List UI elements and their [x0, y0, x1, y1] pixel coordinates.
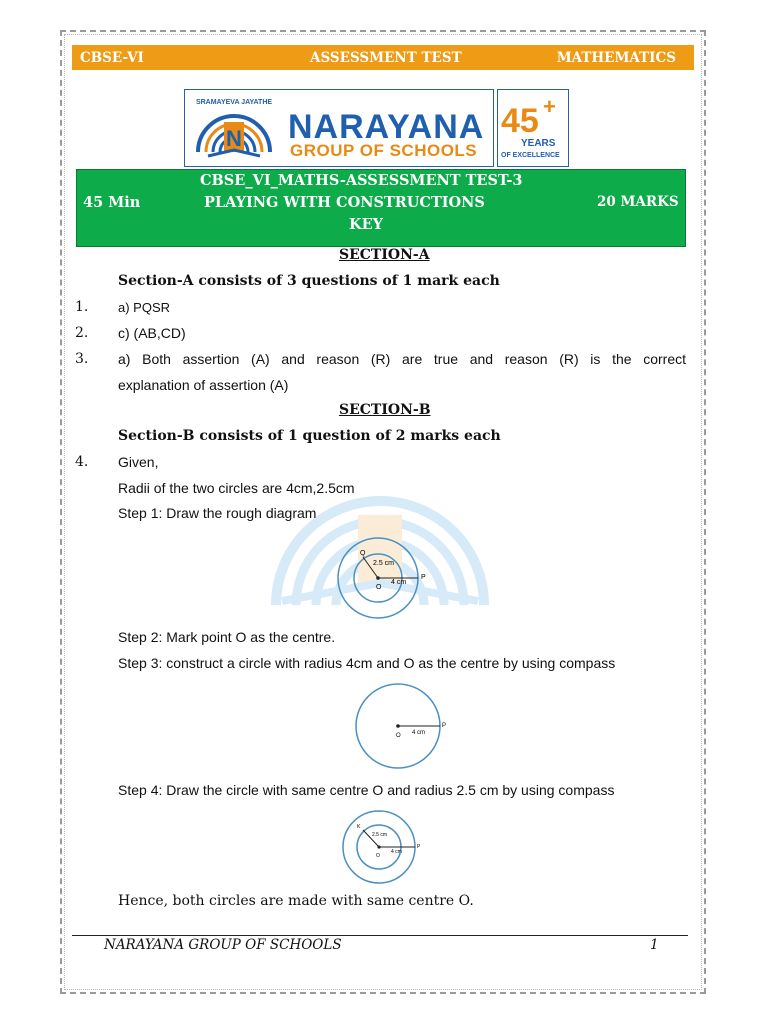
section-b-heading: SECTION-B [339, 402, 431, 418]
answer-3: a) Both assertion (A) and reason (R) are true and reason (R) is the correct [118, 351, 686, 367]
svg-text:P: P [421, 574, 426, 581]
svg-text:YEARS: YEARS [521, 138, 556, 149]
svg-text:Q: Q [360, 550, 366, 557]
q4-step-3: Step 3: construct a circle with radius 4cm and O as the centre by using compass [118, 655, 616, 671]
section-b-description: Section-B consists of 1 question of 2 marks each [118, 428, 501, 444]
q4-conclusion: Hence, both circles are made with same centre O. [118, 893, 474, 909]
anniversary-45-icon [499, 92, 567, 164]
svg-text:P: P [442, 723, 447, 729]
test-title-bar [76, 169, 686, 247]
emblem-icon [188, 92, 280, 164]
footer-organization: NARAYANA GROUP OF SCHOOLS [104, 937, 342, 953]
footer-page-number: 1 [650, 937, 659, 953]
svg-text:2.5 cm: 2.5 cm [373, 560, 395, 567]
svg-text:45: 45 [501, 102, 539, 140]
svg-text:4 cm: 4 cm [412, 730, 426, 736]
svg-text:2.5 cm: 2.5 cm [372, 832, 388, 838]
svg-text:K: K [357, 824, 361, 830]
svg-text:4 cm: 4 cm [391, 849, 402, 855]
test-chapter: PLAYING WITH CONSTRUCTIONS [204, 194, 485, 211]
concentric-circles-diagram [338, 806, 428, 886]
q4-step-1: Step 1: Draw the rough diagram [118, 505, 317, 521]
circle-4cm-diagram [350, 680, 450, 774]
section-a-heading: SECTION-A [339, 247, 430, 263]
q4-step-2: Step 2: Mark point O as the centre. [118, 629, 336, 645]
q4-step-4: Step 4: Draw the circle with same centre O and radius 2.5 cm by using compass [118, 782, 615, 798]
rough-diagram [332, 533, 432, 623]
brand-subtitle: GROUP OF SCHOOLS [290, 141, 478, 160]
svg-text:O: O [396, 733, 401, 739]
answer-2: c) (AB,CD) [118, 325, 186, 341]
question-number: 2. [75, 325, 89, 341]
header-test-type: ASSESSMENT TEST [310, 49, 462, 66]
test-title: CBSE_VI_MATHS-ASSESSMENT TEST-3 [200, 172, 523, 189]
section-a-description: Section-A consists of 3 questions of 1 mark each [118, 273, 500, 289]
question-number: 4. [75, 454, 89, 470]
answer-1: a) PQSR [118, 300, 171, 315]
header-bar [72, 45, 694, 70]
header-subject: MATHEMATICS [556, 49, 676, 66]
question-number: 3. [75, 351, 89, 367]
svg-text:N: N [226, 126, 242, 151]
q4-given: Given, [118, 454, 159, 470]
answer-3-continued: explanation of assertion (A) [118, 377, 289, 393]
brand-name: NARAYANA [288, 108, 485, 146]
svg-text:O: O [376, 584, 382, 591]
svg-text:+: + [543, 94, 556, 119]
question-number: 1. [75, 299, 89, 315]
q4-radii: Radii of the two circles are 4cm,2.5cm [118, 480, 355, 496]
svg-text:OF EXCELLENCE: OF EXCELLENCE [501, 152, 560, 159]
svg-text:P: P [417, 844, 421, 850]
test-duration: 45 Min [83, 194, 141, 211]
test-key-label: KEY [349, 216, 384, 233]
emblem-arc-text: SRAMAYEVA JAYATHE [195, 99, 273, 106]
svg-text:4 cm: 4 cm [391, 579, 407, 586]
header-board: CBSE-VI [80, 49, 144, 66]
svg-text:O: O [376, 853, 380, 859]
test-marks: 20 MARKS [597, 194, 679, 210]
footer-rule [72, 935, 688, 936]
